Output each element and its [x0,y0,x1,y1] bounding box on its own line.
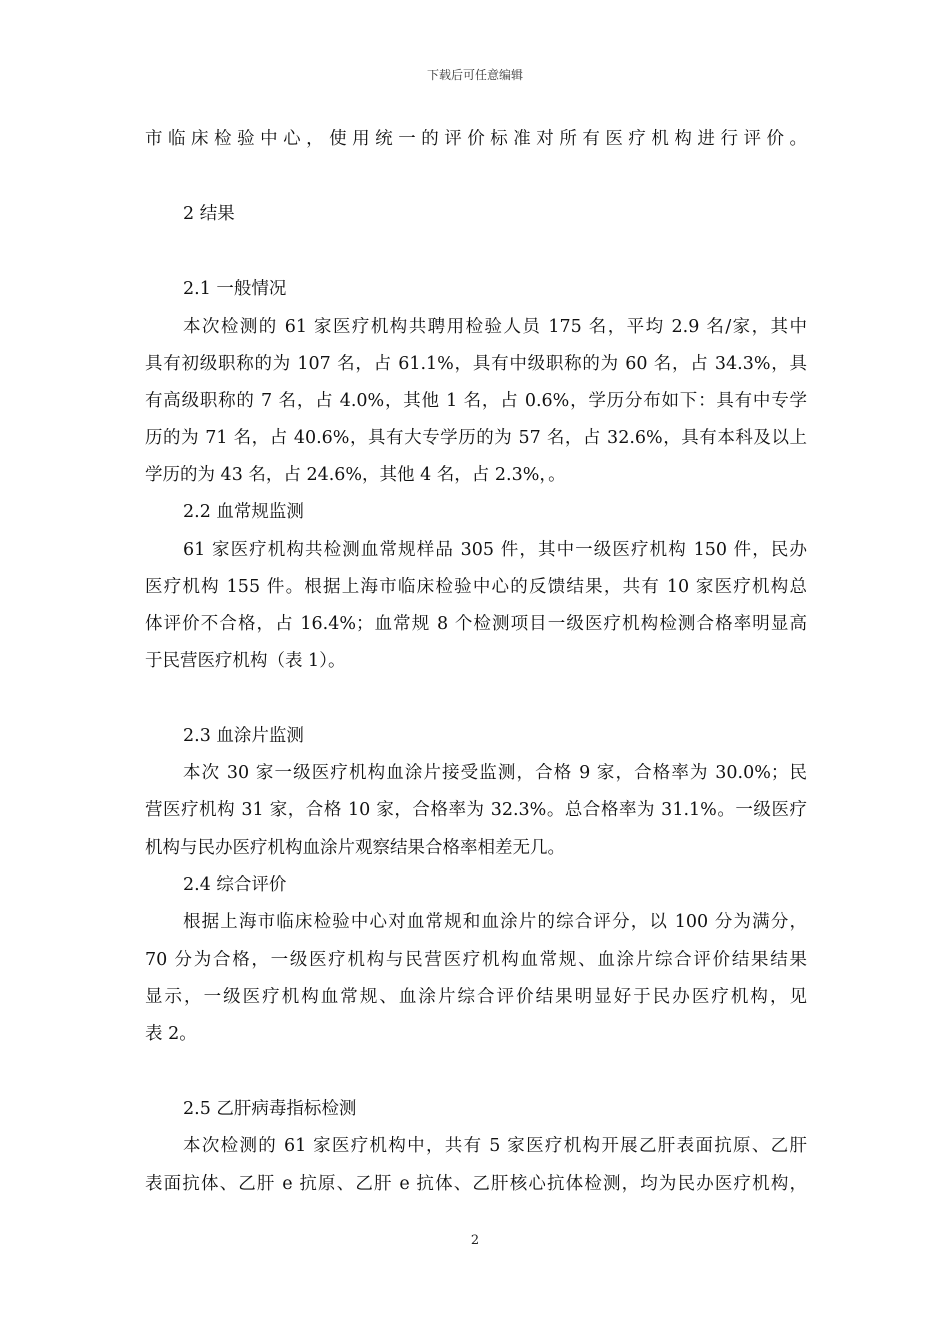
paragraph-line: 表面抗体、乙肝 e 抗原、乙肝 e 抗体、乙肝核心抗体检测，均为民办医疗机构， [145,1174,807,1194]
page-header: 下载后可任意编辑 [426,68,523,82]
paragraph-line: 具有初级职称的为 107 名，占 61.1%，具有中级职称的为 60 名，占 34.3%，具 [145,354,807,374]
subsection-heading-blood-smear: 2.3 血涂片监测 [183,726,304,746]
paragraph-line: 本次检测的 61 家医疗机构中，共有 5 家医疗机构开展乙肝表面抗原、乙肝 [183,1136,807,1156]
page-number: 2 [470,1233,480,1248]
subsection-heading-hepatitis-b: 2.5 乙肝病毒指标检测 [183,1099,357,1119]
paragraph-line: 表 2。 [145,1024,197,1044]
paragraph-line: 机构与民办医疗机构血涂片观察结果合格率相差无几。 [145,838,565,858]
subsection-heading-general: 2.1 一般情况 [183,279,287,299]
paragraph-line: 70 分为合格，一级医疗机构与民营医疗机构血常规、血涂片综合评价结果结果 [145,950,807,970]
paragraph-line: 医疗机构 155 件。根据上海市临床检验中心的反馈结果，共有 10 家医疗机构总 [145,577,807,597]
paragraph-line: 学历的为 43 名，占 24.6%，其他 4 名，占 2.3%，。 [145,465,566,485]
paragraph-line: 体评价不合格，占 16.4%；血常规 8 个检测项目一级医疗机构检测合格率明显高 [145,614,807,634]
paragraph-line: 本次 30 家一级医疗机构血涂片接受监测，合格 9 家，合格率为 30.0%；民 [183,763,807,783]
paragraph-line: 61 家医疗机构共检测血常规样品 305 件，其中一级医疗机构 150 件，民办 [183,540,807,560]
paragraph-line: 有高级职称的 7 名，占 4.0%，其他 1 名，占 0.6%，学历分布如下：具有中专学 [145,391,807,411]
paragraph-line: 根据上海市临床检验中心对血常规和血涂片的综合评分，以 100 分为满分， [183,912,807,932]
paragraph-line: 于民营医疗机构（表 1）。 [145,651,346,671]
section-heading-results: 2 结果 [183,204,235,224]
paragraph-line: 市临床检验中心，使用统一的评价标准对所有医疗机构进行评价。 [145,129,807,149]
paragraph-line: 历的为 71 名，占 40.6%，具有大专学历的为 57 名，占 32.6%，具有本科及以上 [145,428,807,448]
subsection-heading-evaluation: 2.4 综合评价 [183,875,287,895]
paragraph-line: 显示，一级医疗机构血常规、血涂片综合评价结果明显好于民办医疗机构，见 [145,987,807,1007]
paragraph-line: 本次检测的 61 家医疗机构共聘用检验人员 175 名，平均 2.9 名/家，其中 [183,317,807,337]
paragraph-line: 营医疗机构 31 家，合格 10 家，合格率为 32.3%。总合格率为 31.1%。一级医疗 [145,800,807,820]
subsection-heading-blood-routine: 2.2 血常规监测 [183,502,304,522]
